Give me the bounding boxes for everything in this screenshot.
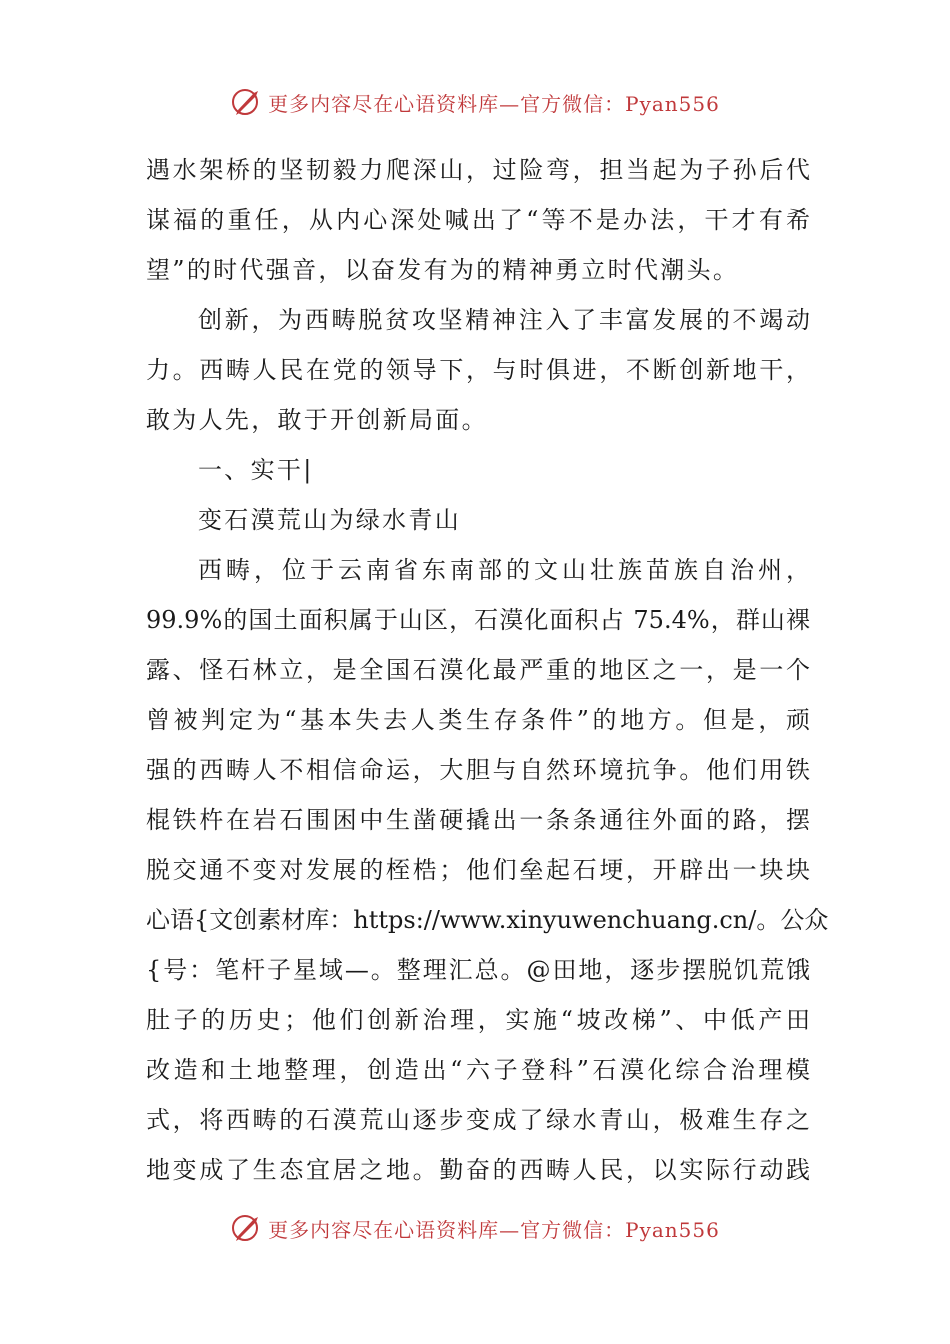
section-subheading: 变石漠荒山为绿水青山: [198, 506, 461, 534]
body-line: 强的西畴人不相信命运，大胆与自然环境抗争。他们用铁: [146, 756, 810, 784]
body-line: 西畴，位于云南省东南部的文山壮族苗族自治州，: [198, 556, 810, 584]
body-line: {号：笔杆子星域—。整理汇总。@田地，逐步摆脱饥荒饿: [146, 956, 810, 984]
body-line: 肚子的历史；他们创新治理，实施“坡改梯”、中低产田: [146, 1006, 810, 1034]
body-line: 式，将西畴的石漠荒山逐步变成了绿水青山，极难生存之: [146, 1106, 810, 1134]
body-line: 力。西畴人民在党的领导下，与时俱进，不断创新地干，: [146, 356, 810, 384]
body-line: 敢为人先，敢于开创新局面。: [146, 406, 488, 434]
header-banner: [0, 82, 950, 122]
footer-banner: [0, 1208, 950, 1248]
body-line: 谋福的重任，从内心深处喊出了“等不是办法，干才有希: [146, 206, 810, 234]
body-line: 创新，为西畴脱贫攻坚精神注入了丰富发展的不竭动: [198, 306, 810, 334]
body-line: 露、怪石林立，是全国石漠化最严重的地区之一，是一个: [146, 656, 810, 684]
body-line: 改造和土地整理，创造出“六子登科”石漠化综合治理模: [146, 1056, 810, 1084]
quill-pen-logo-icon: [230, 1211, 264, 1245]
footer-banner-text: 更多内容尽在心语资料库—官方微信：Pyan556: [268, 1217, 720, 1242]
body-line: 脱交通不变对发展的桎梏；他们垒起石埂，开辟出一块块: [146, 856, 810, 884]
quill-pen-logo-icon: [230, 85, 264, 119]
body-line: 99.9%的国土面积属于山区，石漠化面积占 75.4%，群山裸: [146, 606, 810, 634]
body-line: 望”的时代强音，以奋发有为的精神勇立时代潮头。: [146, 256, 740, 284]
document-body: [146, 145, 829, 1195]
body-line: 遇水架桥的坚韧毅力爬深山，过险弯，担当起为子孙后代: [146, 156, 810, 184]
body-line: 心语{文创素材库：https://www.xinyuwenchuang.cn/。公众: [146, 906, 829, 934]
body-line: 地变成了生态宜居之地。勤奋的西畴人民，以实际行动践: [146, 1156, 810, 1184]
header-banner-text: 更多内容尽在心语资料库—官方微信：Pyan556: [268, 91, 720, 116]
body-line: 曾被判定为“基本失去人类生存条件”的地方。但是，顽: [146, 706, 810, 734]
section-heading: 一、实干|: [198, 456, 314, 484]
body-line: 棍铁杵在岩石围困中生凿硬撬出一条条通往外面的路，摆: [146, 806, 810, 834]
